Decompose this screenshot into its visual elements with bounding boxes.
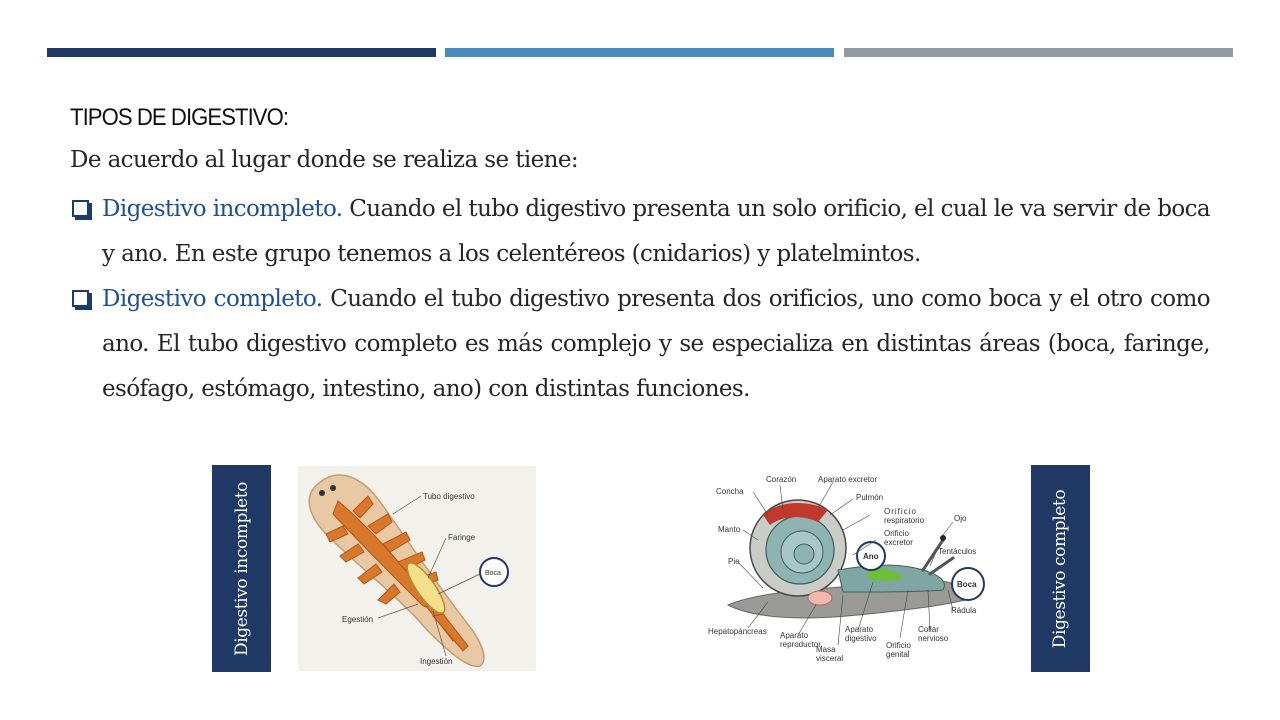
label-ingestion: Ingestión [420,657,453,666]
term-completo: Digestivo completo. [102,286,323,312]
label-reproductor-2: reproductor [780,640,821,649]
checkbox-bullet-icon [72,290,89,307]
label-hepatopancreas: Hepatopáncreas [708,627,767,636]
label-masa-2: visceral [816,654,844,663]
label-digestivo-1: Aparato [845,625,874,634]
checkbox-bullet-icon [72,200,89,217]
label-collar-1: Collar [918,625,939,634]
label-boca: Boca [485,570,501,577]
label-tentaculos: Tentáculos [938,547,977,556]
label-pulmon: Pulmón [856,493,884,502]
label-manto: Manto [718,525,741,534]
top-bar-blue [445,48,834,57]
label-faringe: Faringe [448,533,476,542]
slide-heading: TIPOS DE DIGESTIVO: [70,104,289,131]
label-digestivo-2: digestivo [845,634,877,643]
list-item [70,187,1210,277]
label-pie: Pie [728,557,740,566]
item-text: Cuando el tubo digestivo presenta dos orificios, uno como boca y el otro como ano. El tubo digestivo completo es más complejo y se especializa en distintas áreas (boca, faringe, esófago, estómago, intestino, ano) con distintas funciones. [102,286,1210,402]
label-ano: Ano [863,552,879,561]
label-digestivo-completo: Digestivo completo [1031,465,1090,672]
label-orificio-exc-2: excretor [884,538,913,547]
label-egestion: Egestión [342,615,374,624]
label-masa-1: Masa [816,645,836,654]
label-collar-2: nervioso [918,634,949,643]
label-tubo-digestivo: Tubo digestivo [423,492,475,501]
label-concha: Concha [716,487,744,496]
top-bar-gray [844,48,1233,57]
planarian-diagram [298,466,536,671]
label-corazon: Corazón [766,475,797,484]
label-aparato-excretor: Aparato excretor [818,475,878,484]
label-boca-snail: Boca [957,580,977,589]
label-radula: Rádula [951,606,977,615]
list-item [70,277,1210,412]
label-ojo: Ojo [954,514,967,523]
label-digestivo-incompleto: Digestivo incompleto [212,465,271,672]
intro-text: De acuerdo al lugar donde se realiza se tiene: [70,147,578,173]
term-incompleto: Digestivo incompleto. [102,196,343,222]
label-reproductor-1: Aparato [780,631,809,640]
label-orificio-exc-1: Orificio [884,529,909,538]
label-orificio-resp-2: respiratorio [884,516,925,525]
top-bar-dark [47,48,436,57]
label-genital-1: Orificio [886,641,911,650]
label-orificio-resp-1: Orificio [884,507,917,516]
item-text: Cuando el tubo digestivo presenta un solo orificio, el cual le va servir de boca y ano. En este grupo tenemos a los celentéreos (cnidarios) y platelmintos. [102,196,1210,267]
slide-content [70,104,1210,412]
snail-diagram [708,470,998,670]
label-genital-2: genital [886,650,910,659]
